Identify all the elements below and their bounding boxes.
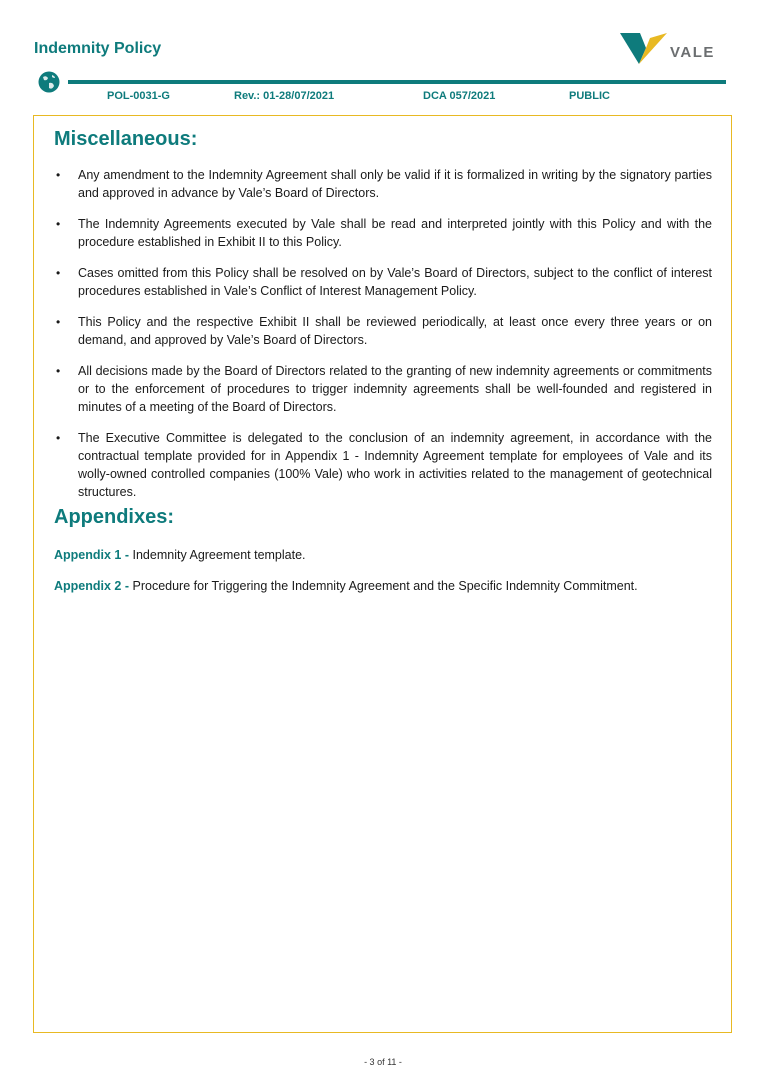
appendix-2: [54, 579, 638, 593]
miscellaneous-heading: Miscellaneous:: [54, 128, 198, 150]
header-rule: [68, 80, 726, 84]
vale-logo-icon: [620, 30, 670, 70]
policy-code: POL-0031-G: [107, 90, 170, 102]
appendixes-heading: Appendixes:: [54, 506, 175, 528]
globe-icon: [38, 71, 60, 93]
dca-number: DCA 057/2021: [423, 90, 496, 102]
appendix-2-text: Procedure for Triggering the Indemnity Agreement and the Specific Indemnity Commitment.: [132, 579, 638, 593]
classification: PUBLIC: [569, 90, 610, 102]
appendix-1-text: Indemnity Agreement template.: [132, 548, 306, 562]
list-item: • Cases omitted from this Policy shall be resolved on by Vale’s Board of Directors, subject to the conflict of interest procedures established in Vale’s Conflict of Interest Management Policy.: [56, 266, 712, 298]
logo-text: VALE: [670, 44, 715, 61]
miscellaneous-list: [54, 166, 712, 514]
appendix-1-label: Appendix 1 -: [54, 548, 130, 562]
document-title: Indemnity Policy: [34, 40, 162, 57]
appendix-2-label: Appendix 2 -: [54, 579, 130, 593]
vale-logo: [620, 30, 720, 70]
list-item: • This Policy and the respective Exhibit II shall be reviewed periodically, at least once every three years or on demand, and approved by Vale’s Board of Directors.: [56, 315, 712, 347]
list-item: • Any amendment to the Indemnity Agreement shall only be valid if it is formalized in writing by the signatory parties and approved in advance by Vale’s Board of Directors.: [56, 168, 712, 200]
appendix-1: [54, 548, 306, 562]
list-item: • All decisions made by the Board of Directors related to the granting of new indemnity agreements or commitments or to the enforcement of procedures to trigger indemnity agreements shall be well-founded and registered in minutes of a meeting of the Board of Directors.: [56, 364, 712, 414]
list-item: • The Indemnity Agreements executed by Vale shall be read and interpreted jointly with this Policy and with the procedure established in Exhibit II to this Policy.: [56, 217, 712, 249]
page-number: - 3 of 11 -: [364, 1057, 402, 1067]
list-item: • The Executive Committee is delegated to the conclusion of an indemnity agreement, in accordance with the contractual template provided for in Appendix 1 - Indemnity Agreement template for employees of Vale and its wolly-owned controlled companies (100% Vale) who work in activities related to the management of geotechnical structures.: [56, 431, 712, 499]
revision: Rev.: 01-28/07/2021: [234, 90, 335, 102]
